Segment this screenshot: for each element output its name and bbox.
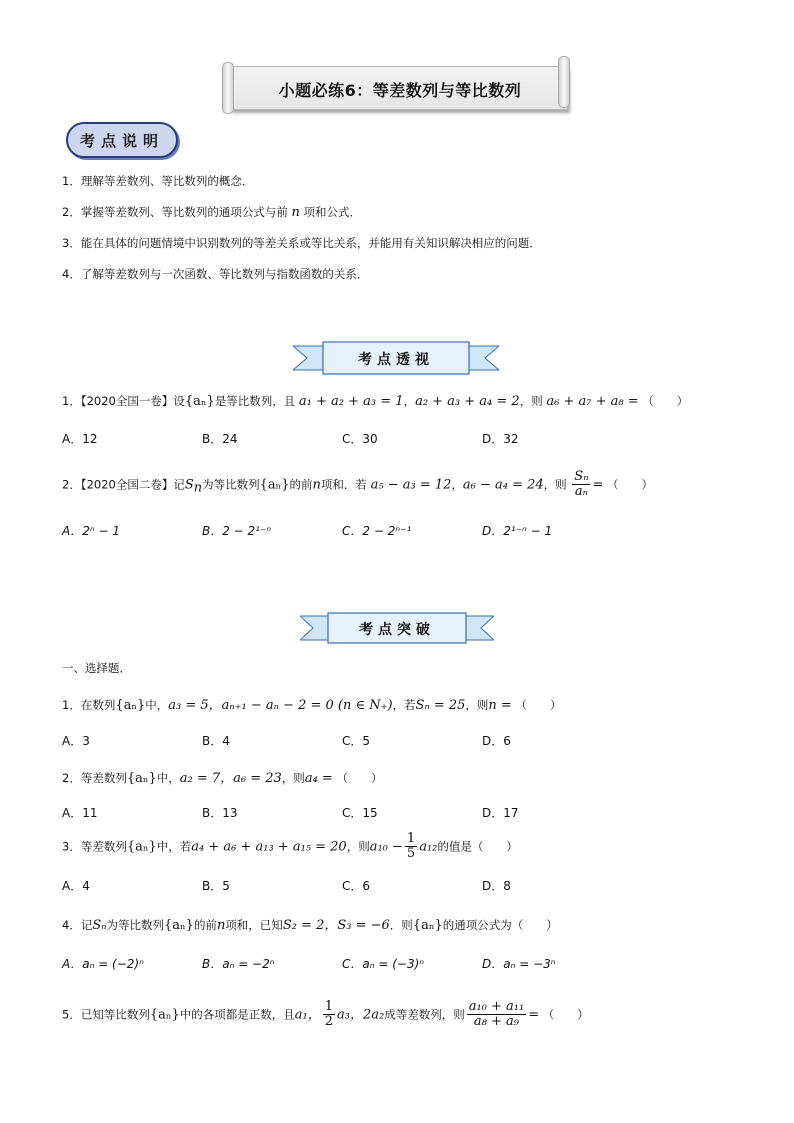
ribbon-label: 考点突破 — [359, 622, 435, 638]
q-text-3: ，若 — [392, 698, 416, 712]
option-a: A．aₙ = (−2)ⁿ — [62, 957, 144, 971]
answer-paren: （ ） — [336, 771, 383, 785]
option-d: D．17 — [482, 806, 519, 820]
answer-paren: （ ） — [542, 1007, 589, 1022]
q-text-4: 的值是（ ） — [437, 839, 518, 854]
option-b: B．4 — [202, 734, 230, 748]
q-text-4: ，则 — [465, 698, 489, 712]
fraction-numerator: 1 — [324, 999, 333, 1014]
q-a3: a₃，2a₂ — [337, 1007, 385, 1023]
q-condition-1: a₅ − a₃ = 12 — [370, 477, 452, 493]
q-ask: n = — [488, 698, 512, 713]
section-ribbon-kaodian-tupo — [300, 611, 494, 645]
section-badge-kaodian-shuoming — [66, 122, 178, 158]
tupo-question-1 — [62, 694, 561, 713]
option-c: C．5 — [342, 734, 371, 748]
fraction-denominator: aₙ — [574, 484, 588, 500]
q-text-2: 为等比数列 — [106, 918, 165, 932]
q-fraction — [572, 470, 590, 500]
objective-2-n: n — [291, 205, 300, 220]
seq-label: {aₙ} — [126, 771, 157, 786]
q-text-1: 5．已知等比数列 — [62, 1007, 150, 1022]
q-prefix: 1．【2020全国一卷】设 — [62, 394, 185, 408]
fraction-denominator: 5 — [406, 846, 416, 862]
q-sn: S — [184, 477, 194, 493]
equals-sign: = — [528, 1007, 540, 1023]
section-heading: 一、选择题． — [62, 661, 131, 675]
option-b: B．2 − 2¹⁻ⁿ — [202, 524, 272, 538]
q-text-4: 项和，已知 — [225, 918, 283, 932]
q-expr-a: a₁₀ − — [369, 839, 403, 855]
q-ask: ，则 — [519, 394, 543, 408]
option-a: A．12 — [62, 432, 98, 446]
option-a: A．3 — [62, 734, 90, 748]
q-text-3: ，则 — [346, 839, 370, 854]
option-b: B．13 — [202, 806, 238, 820]
seq-label: {aₙ} — [259, 477, 290, 493]
q-text-2: 中， — [145, 698, 169, 712]
q-text-1: 3．等差数列 — [62, 839, 127, 854]
q-condition-2: a₆ − a₄ = 24 — [462, 477, 544, 493]
q-ask: ，则 — [543, 477, 567, 492]
objective-3: 3．能在具体的问题情境中识别数列的等差关系或等比关系，并能用有关知识解决相应的问题． — [62, 236, 541, 250]
fraction-numerator: 1 — [406, 831, 416, 846]
q-text-3: ，则 — [281, 771, 305, 785]
option-b: B．24 — [202, 432, 238, 446]
section-ribbon-kaodian-toushi — [293, 340, 499, 376]
tupo-question-3 — [62, 832, 518, 862]
q-text-1: 1．在数列 — [62, 698, 116, 712]
q-prefix: 2．【2020全国二卷】记 — [62, 477, 185, 492]
q-text-1: 为等比数列 — [202, 477, 260, 492]
q-text-5: ．则 — [389, 918, 413, 932]
q-text-6: 的通项公式为（ ） — [442, 918, 558, 932]
tupo-question-2 — [62, 767, 382, 786]
toushi-question-2: 2．【2020全国二卷】记$S_n$为等比数列{aₙ}的前n项和．若 a₅ − a₃ = 12，a₆ − a₄ = 24，则 $\frac{\text{Sₙ}}{\text{aₙ}}$ = （ ） — [62, 469, 654, 500]
q-text-2: 的前 — [289, 477, 313, 492]
tupo-question-5 — [62, 1000, 589, 1030]
q-text-2: 中，若 — [156, 839, 192, 854]
seq-label: {aₙ} — [115, 698, 146, 713]
q-expr: a₆ + a₇ + a₈ = — [546, 394, 639, 409]
option-c: C．6 — [342, 879, 371, 893]
q-condition: a₃ = 5，aₙ₊₁ − aₙ − 2 = 0 (n ∈ N₊) — [168, 698, 393, 713]
option-c: C．2 − 2ⁿ⁻¹ — [342, 524, 412, 538]
answer-paren: （ ） — [642, 394, 689, 408]
fraction-denominator: a₈ + a₉ — [473, 1014, 519, 1030]
fraction-numerator: Sₙ — [574, 469, 589, 484]
option-b: B．5 — [202, 879, 230, 893]
q-fraction-half — [323, 1000, 335, 1030]
seq-label: {aₙ} — [126, 839, 157, 855]
option-c: C．aₙ = (−3)ⁿ — [342, 957, 425, 971]
q-text-3: 的前 — [193, 918, 217, 932]
title-banner — [222, 60, 568, 112]
tupo-question-4 — [62, 914, 558, 933]
badge-label: 考点说明 — [79, 132, 164, 150]
q-text-3: 成等差数列，则 — [384, 1007, 465, 1022]
page-title: 小题必练6：等差数列与等比数列 — [278, 81, 522, 100]
fraction-denominator: 2 — [324, 1014, 333, 1030]
seq-label-2: {aₙ} — [412, 918, 443, 933]
q-a1: a₁， — [294, 1007, 321, 1023]
seq-label: {aₙ} — [149, 1007, 180, 1023]
option-a: A．11 — [62, 806, 98, 820]
ribbon-label: 考点透视 — [358, 352, 434, 368]
q-condition: a₂ = 7，a₆ = 23 — [179, 771, 282, 786]
option-c: C．30 — [342, 432, 378, 446]
option-d: D．aₙ = −3ⁿ — [482, 957, 556, 971]
q-n: n — [312, 477, 321, 493]
option-b: B．aₙ = −2ⁿ — [202, 957, 275, 971]
answer-paren: （ ） — [515, 698, 562, 712]
option-c: C．15 — [342, 806, 378, 820]
q-text: 是等比数列，且 — [214, 394, 296, 408]
q-condition: S₂ = 2，S₃ = −6 — [282, 918, 390, 933]
option-d: D．8 — [482, 879, 511, 893]
fraction-numerator: a₁₀ + a₁₁ — [468, 999, 525, 1014]
q-text-2: 中的各项都是正数，且 — [179, 1007, 295, 1022]
q-ask: a₄ = — [304, 771, 333, 786]
q-sn-sub: n — [193, 480, 203, 496]
option-a: A．4 — [62, 879, 90, 893]
objective-2-a: 2．掌握等差数列、等比数列的通项公式与前 — [62, 205, 288, 219]
q-expr-b: a₁₂ — [419, 839, 438, 855]
objective-2 — [62, 204, 361, 220]
q-fraction — [405, 832, 417, 862]
seq-label: {aₙ} — [164, 918, 194, 933]
q-condition-1: a₁ + a₂ + a₃ = 1 — [298, 394, 404, 409]
toushi-question-1: 1．【2020全国一卷】设{aₙ}是等比数列，且 a₁ + a₂ + a₃ = 1，a₂ + a₃ + a₄ = 2，则 a₆ + a₇ + a₈ = （ ） — [62, 394, 689, 409]
q-condition-2: a₂ + a₃ + a₄ = 2 — [415, 394, 520, 409]
option-a: A．2ⁿ − 1 — [62, 524, 120, 538]
q-text-3: 项和．若 — [320, 477, 367, 492]
q-n: n — [216, 918, 226, 933]
q-condition-2: Sₙ = 25 — [415, 698, 466, 713]
q-sn: Sₙ — [92, 918, 107, 933]
answer-paren: （ ） — [607, 477, 654, 492]
option-d: D．2¹⁻ⁿ − 1 — [482, 524, 553, 538]
objective-4: 4．了解等差数列与一次函数、等比数列与指数函数的关系． — [62, 267, 369, 281]
q-fraction-ratio — [467, 1000, 527, 1030]
equals-sign: = — [592, 477, 604, 493]
objective-2-b: 项和公式． — [303, 205, 362, 219]
objective-1: 1．理解等差数列、等比数列的概念． — [62, 174, 254, 188]
option-d: D．6 — [482, 734, 511, 748]
q-condition: a₄ + a₆ + a₁₃ + a₁₅ = 20 — [191, 839, 347, 855]
q-text-1: 2．等差数列 — [62, 771, 127, 785]
seq-label: {aₙ} — [184, 394, 215, 409]
q-text-1: 4．记 — [62, 918, 93, 932]
option-d: D．32 — [482, 432, 519, 446]
q-text-2: 中， — [156, 771, 180, 785]
